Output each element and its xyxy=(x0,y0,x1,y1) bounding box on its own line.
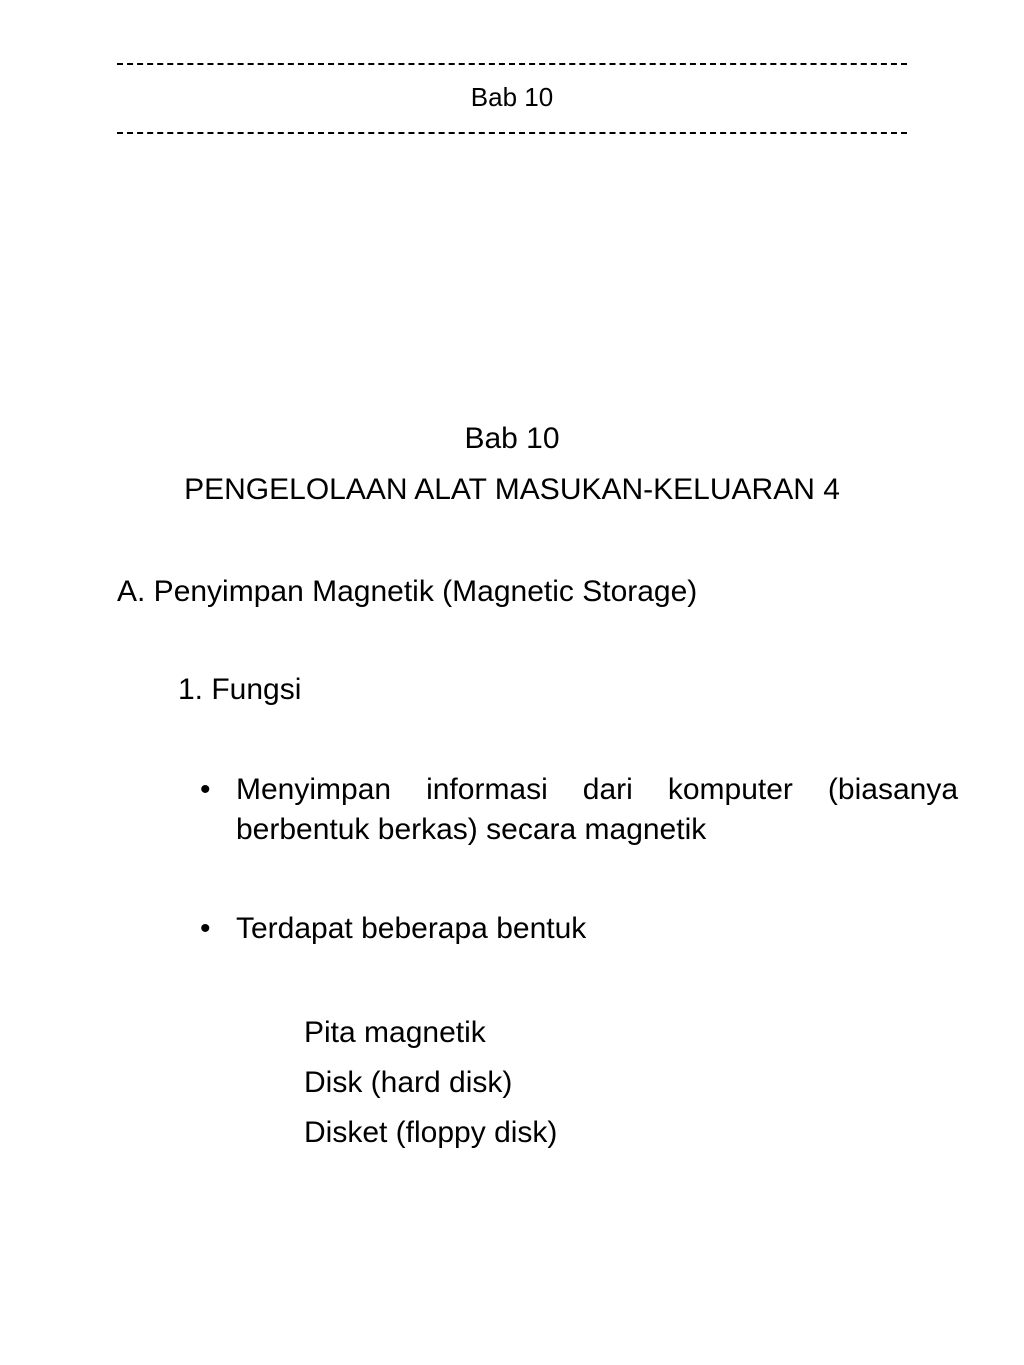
list-item: Disk (hard disk) xyxy=(304,1066,513,1099)
bullet-item: Menyimpan informasi dari komputer (biasanya berbentuk berkas) secara magnetik xyxy=(236,773,958,846)
chapter-title: PENGELOLAAN ALAT MASUKAN-KELUARAN 4 xyxy=(184,473,840,506)
bullet-item: Terdapat beberapa bentuk xyxy=(236,912,587,945)
subsection-heading: 1. Fungsi xyxy=(178,673,302,706)
storage-forms-list xyxy=(304,1008,557,1158)
list-item: Disket (floppy disk) xyxy=(304,1116,558,1149)
chapter-label: Bab 10 xyxy=(464,422,560,455)
running-header: Bab 10 xyxy=(470,82,554,112)
list-item: Pita magnetik xyxy=(304,1016,486,1049)
bullet-marker: • xyxy=(200,773,211,806)
header-rule-top xyxy=(117,63,907,65)
header-rule-bottom xyxy=(117,132,907,134)
section-heading: A. Penyimpan Magnetik (Magnetic Storage) xyxy=(117,575,698,608)
bullet-marker: • xyxy=(200,912,211,945)
